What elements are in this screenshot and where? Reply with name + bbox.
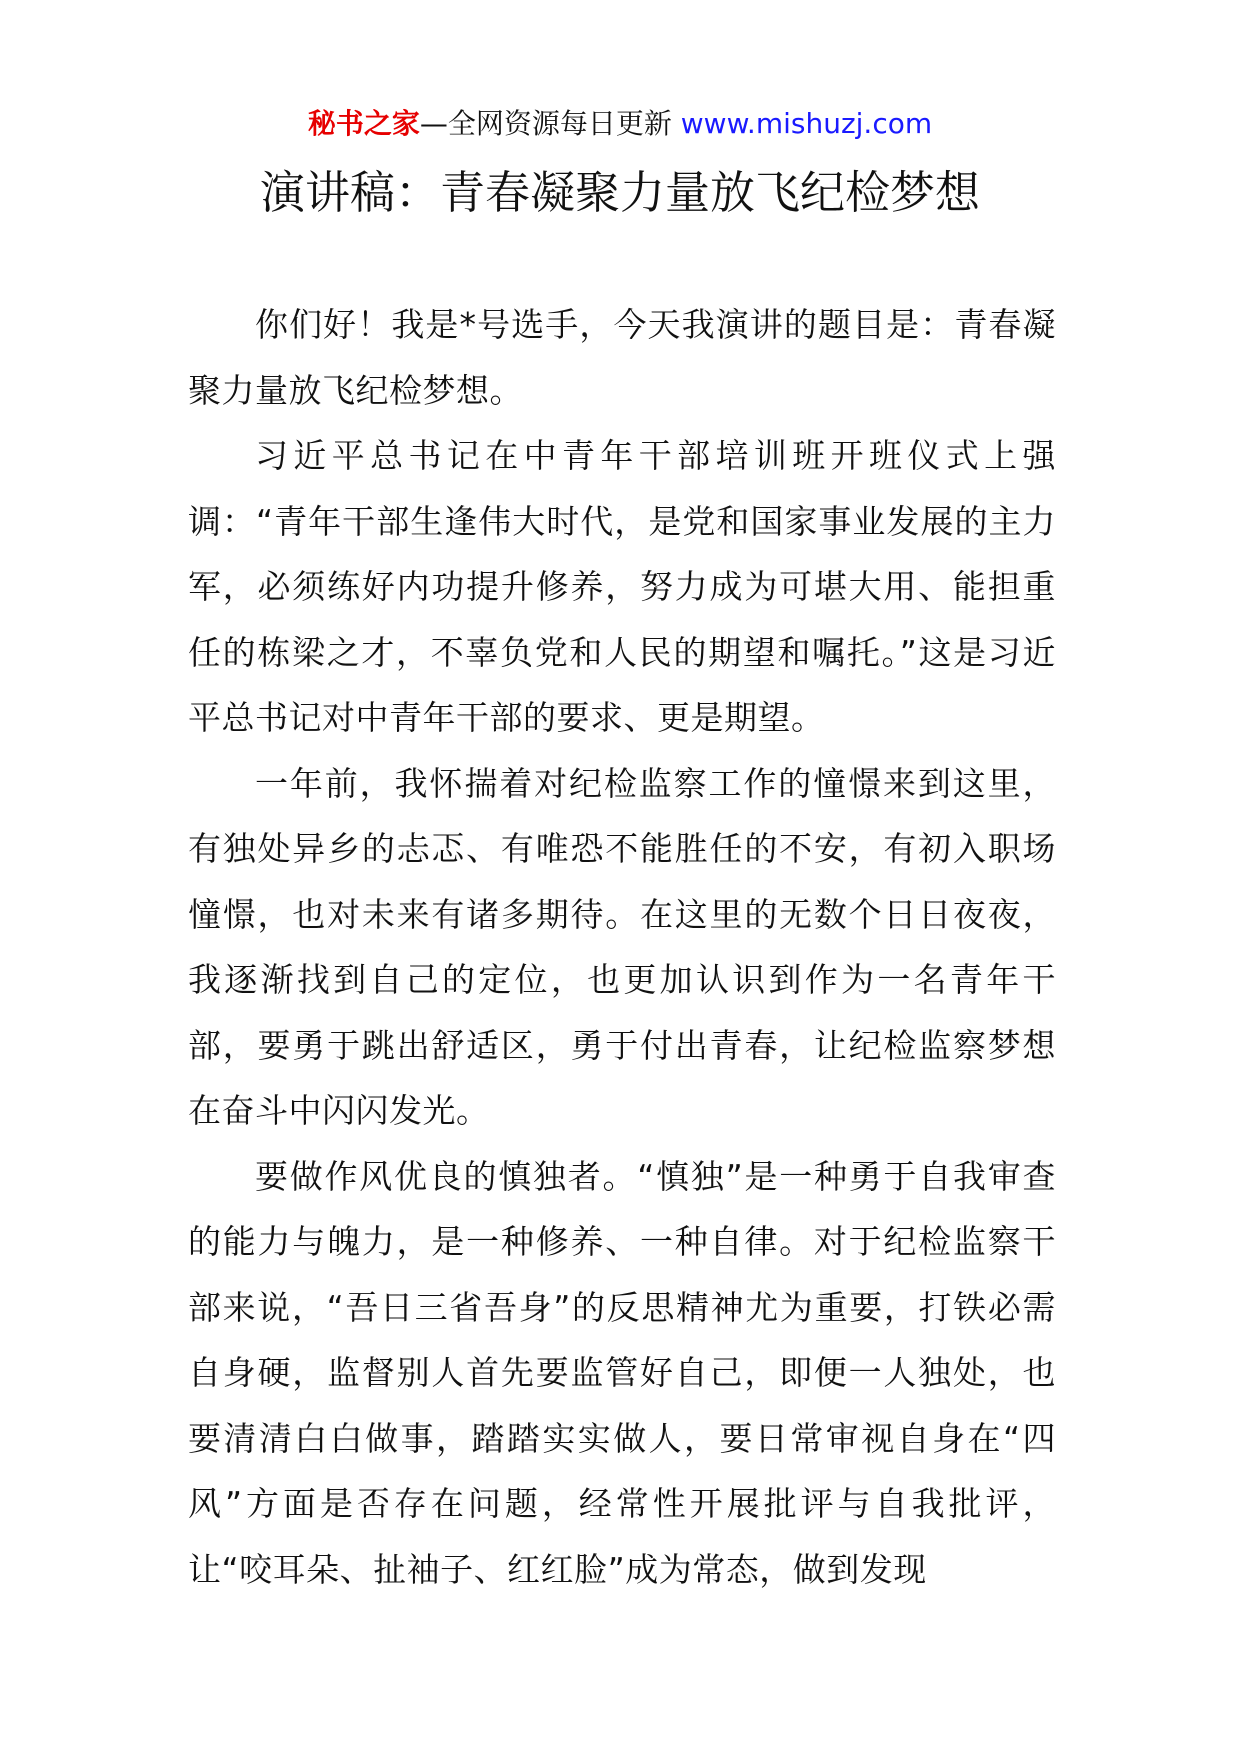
paragraph-self-discipline: 要做作风优良的慎独者。“慎独”是一种勇于自我审查的能力与魄力，是一种修养、一种自律。对于纪检监察干部来说，“吾日三省吾身”的反思精神尤为重要，打铁必需自身硬，监督别人首先要监管好自己，即便一人独处，也要清清白白做事，踏踏实实做人，要日常审视自身在“四风”方面是否存在问题，经常性开展批评与自我批评，让“咬耳朵、扯袖子、红红脸”成为常态，做到发现 xyxy=(188,1156,1056,1589)
site-header xyxy=(0,100,1240,148)
header-slogan: —全网资源每日更新 xyxy=(419,107,681,140)
paragraph-quote: 习近平总书记在中青年干部培训班开班仪式上强调：“青年干部生逢伟大时代，是党和国家事业发展的主力军，必须练好内功提升修养，努力成为可堪大用、能担重任的栋梁之才，不辜负党和人民的期望和嘱托。”这是习近平总书记对中青年干部的要求、更是期望。 xyxy=(188,436,1056,737)
paragraph-greeting: 你们好！我是*号选手，今天我演讲的题目是：青春凝聚力量放飞纪检梦想。 xyxy=(188,305,1056,410)
site-url-link[interactable]: www.mishuzj.com xyxy=(680,107,933,140)
document-title: 演讲稿：青春凝聚力量放飞纪检梦想 xyxy=(259,166,980,219)
paragraph-experience: 一年前，我怀揣着对纪检监察工作的憧憬来到这里，有独处异乡的忐忑、有唯恐不能胜任的不安，有初入职场憧憬，也对未来有诸多期待。在这里的无数个日日夜夜，我逐渐找到自己的定位，也更加认识到作为一名青年干部，要勇于跳出舒适区，勇于付出青春，让纪检监察梦想在奋斗中闪闪发光。 xyxy=(188,763,1056,1130)
document-body xyxy=(188,292,1056,1602)
brand-name: 秘书之家 xyxy=(307,107,420,140)
